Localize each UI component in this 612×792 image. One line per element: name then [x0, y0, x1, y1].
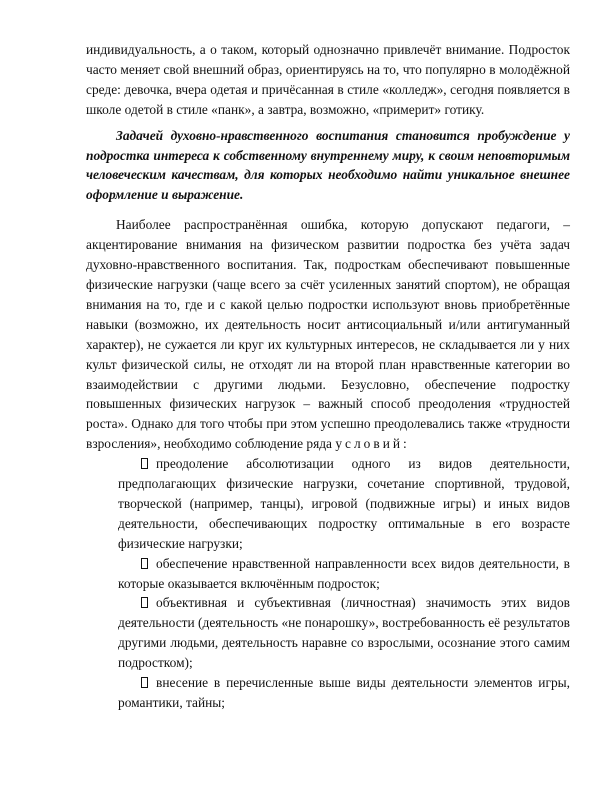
conditions-label: условий:: [335, 436, 410, 452]
list-item: [118, 673, 570, 713]
list-item-text: обеспечение нравственной направленности всех видов деятельности, в которые оказывается включённым подросток;: [118, 555, 570, 591]
list-item: [118, 454, 570, 554]
main-paragraph: [86, 215, 570, 454]
list-item: [118, 554, 570, 594]
checkbox-bullet-icon: [141, 558, 148, 569]
conditions-list: [86, 454, 570, 713]
main-paragraph-text: Наиболее распространённая ошибка, которую допускают педагоги, – акцентирование внимания на физическом развитии подростка без учёта задач духовно-нравственного воспитания. Так, подросткам обеспечивают повышенные физические нагрузки (чаще всего за счёт усиленных занятий спортом), не обращая внимания на то, где и с какой целью подростки используют вновь приобретённые навыки (возможно, их деятельность носит антисоциальный и/или антигуманный характер), не сужается ли круг их культурных интересов, не складывается ли у них культ физической силы, не отходят ли на второй план нравственные категории во взаимодействии с другими людьми. Безусловно, обеспечение подростку повышенных физических нагрузок – важный способ преодоления «трудностей роста». Однако для того чтобы при этом успешно преодолевались также «трудности взросления», необходимо соблюдение ряда: [86, 217, 570, 452]
list-item: [118, 593, 570, 673]
list-item-text: внесение в перечисленные выше виды деятельности элементов игры, романтики, тайны;: [118, 675, 570, 710]
top-paragraph: индивидуальность, а о таком, который однозначно привлечёт внимание. Подросток часто меняет свой внешний образ, ориентируясь на то, что популярно в молодёжной среде: девочка, вчера одетая и причёсанная в стиле «колледж», сегодня появляется в школе одетой в стиле «панк», а завтра, возможно, «примерит» готику.: [86, 42, 570, 117]
document-page: [86, 40, 570, 713]
checkbox-bullet-icon: [141, 458, 148, 469]
list-item-text: преодоление абсолютизации одного из видов деятельности, предполагающих физические нагрузки, сочетание спортивной, трудовой, творческой (например, танцы), игровой (подвижные игры) и иных видов деятельности, обеспечивающих подростку оптимальные в его возрасте физические нагрузки;: [118, 456, 570, 551]
checkbox-bullet-icon: [141, 677, 148, 688]
emphasis-paragraph: Задачей духовно-нравственного воспитания становится пробуждение у подростка интереса к собственному внутреннему миру, к своим неповторимым человеческим качествам, для которых необходимо найти уникальное внешнее оформление и выражение.: [86, 127, 570, 203]
list-item-text: объективная и субъективная (личностная) значимость этих видов деятельности (деятельность «не понарошку», востребованность её результатов другими людьми, деятельность наравне со взрослыми, осознание этого самим подростком);: [118, 595, 570, 671]
checkbox-bullet-icon: [141, 597, 148, 608]
